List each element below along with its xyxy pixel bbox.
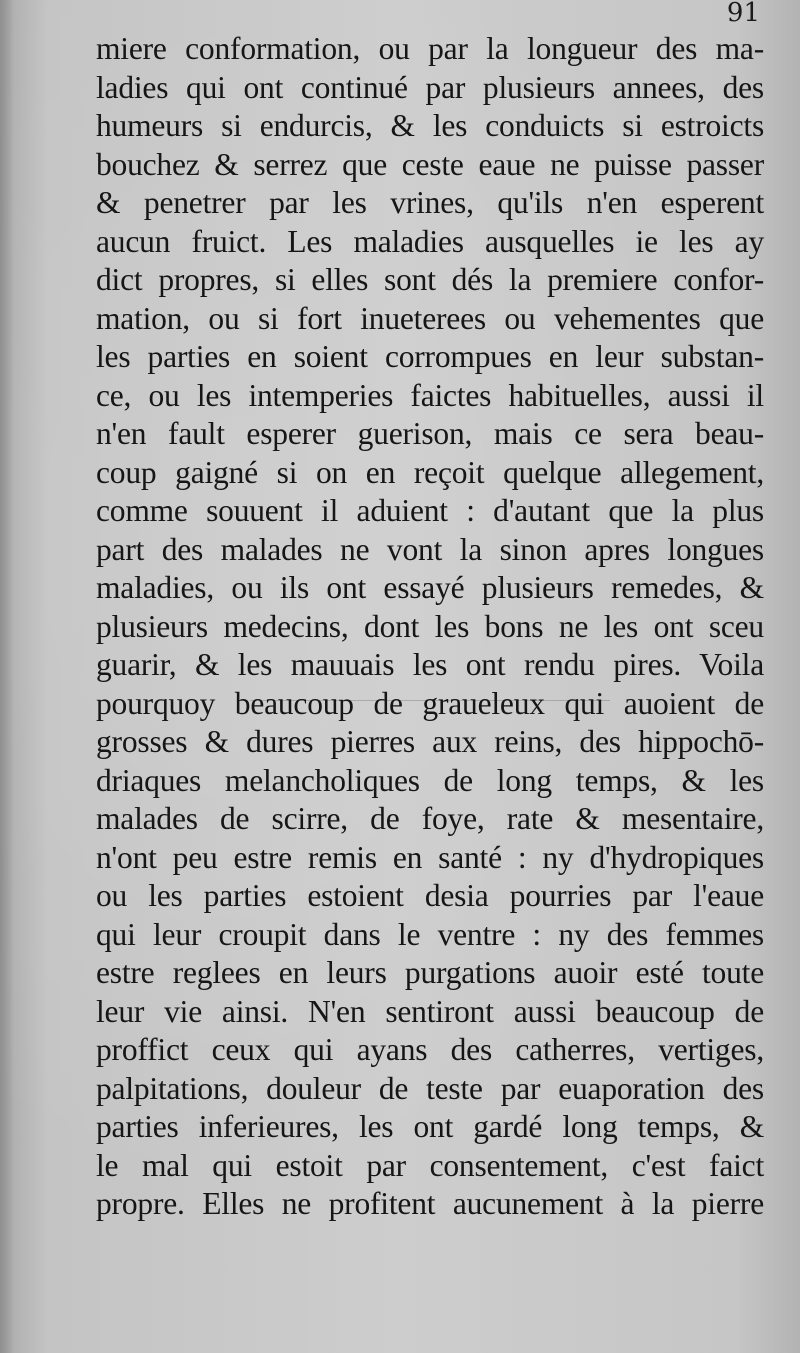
text-line: grosses & dures pierres aux reins, des hippochō-	[96, 724, 764, 759]
text-line: qui leur croupit dans le ventre : ny des femmes	[96, 916, 764, 952]
text-line: ou les parties estoient desia pourries par l'eaue	[96, 878, 764, 913]
text-line: & penetrer par les vrines, qu'ils n'en esperent	[96, 185, 764, 220]
text-line: comme souuent il aduient : d'autant que la plus	[96, 493, 764, 528]
text-line: palpitations, douleur de teste par euaporation des	[96, 1070, 764, 1106]
text-line: humeurs si endurcis, & les conduicts si estroicts	[96, 108, 764, 143]
text-line: part des malades ne vont la sinon apres longues	[96, 531, 764, 567]
text-line: bouchez & serrez que ceste eaue ne puisse passer	[96, 146, 764, 182]
text-line: leur vie ainsi. N'en sentiront aussi beaucoup de	[96, 993, 764, 1029]
text-line: propre. Elles ne profitent aucunement à la pierre	[96, 1186, 764, 1221]
text-line: maladies, ou ils ont essayé plusieurs remedes, &	[96, 570, 764, 605]
text-line: dict propres, si elles sont dés la premiere confor-	[96, 262, 764, 297]
text-line: driaques melancholiques de long temps, & les	[96, 762, 764, 798]
page-gutter-shadow	[0, 0, 14, 1353]
text-line: ladies qui ont continué par plusieurs annees, des	[96, 69, 764, 105]
text-line: n'ont peu estre remis en santé : ny d'hydropiques	[96, 839, 764, 875]
body-text	[96, 30, 764, 1224]
text-line: n'en fault esperer guerison, mais ce sera beau-	[96, 416, 764, 451]
text-line: coup gaigné si on en reçoit quelque allegement,	[96, 454, 764, 490]
text-line: estre reglees en leurs purgations auoir esté toute	[96, 955, 764, 990]
text-line: malades de scirre, de foye, rate & mesentaire,	[96, 801, 764, 836]
text-line: parties inferieures, les ont gardé long temps, &	[96, 1109, 764, 1144]
text-line: guarir, & les mauuais les ont rendu pires. Voila	[96, 647, 764, 682]
text-line: miere conformation, ou par la longueur des ma-	[96, 31, 764, 66]
text-line: proffict ceux qui ayans des catherres, vertiges,	[96, 1032, 764, 1067]
text-line: aucun fruict. Les maladies ausquelles ie les ay	[96, 223, 764, 259]
text-line: mation, ou si fort inueterees ou vehementes que	[96, 300, 764, 336]
page-number: 91	[726, 0, 760, 28]
text-line: pourquoy beaucoup de graueleux qui auoient de	[96, 685, 764, 721]
text-line: ce, ou les intemperies faictes habituelles, aussi il	[96, 377, 764, 413]
text-line: le mal qui estoit par consentement, c'est faict	[96, 1147, 764, 1183]
text-line: plusieurs medecins, dont les bons ne les ont sceu	[96, 608, 764, 644]
text-line: les parties en soient corrompues en leur substan-	[96, 339, 764, 374]
